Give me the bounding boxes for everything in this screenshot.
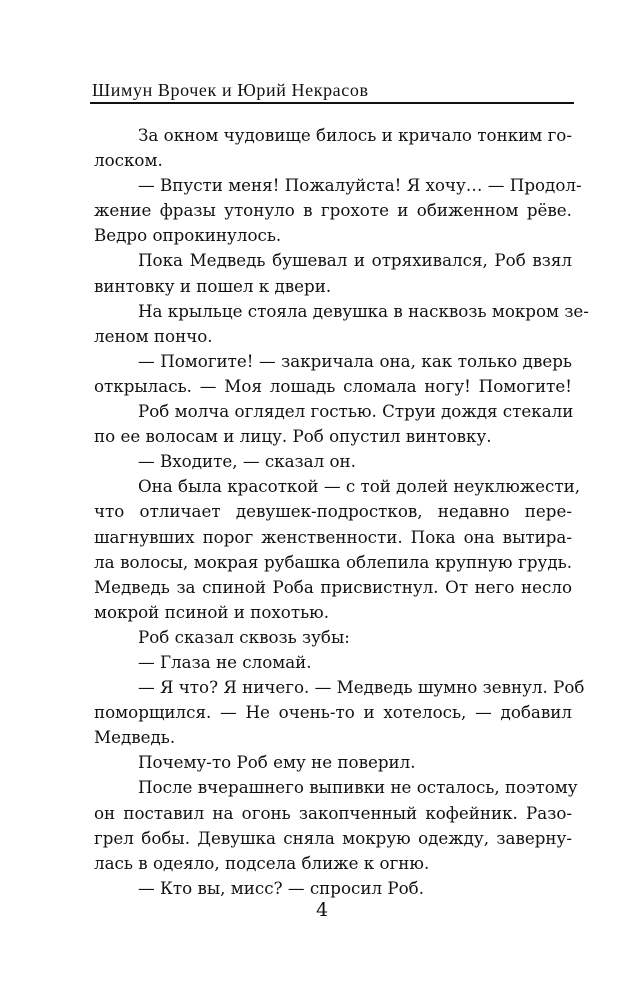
text-line: Медведь. xyxy=(94,727,176,748)
running-head: Шимун Врочек и Юрий Некрасов xyxy=(92,80,369,100)
text-line: Она была красоткой — с той долей неуклюжести, xyxy=(138,476,581,497)
page-number: 4 xyxy=(315,899,329,921)
text-line: Ведро опрокинулось. xyxy=(94,225,282,246)
text-line: За окном чудовище билось и кричало тонким го- xyxy=(138,125,572,145)
text-line: шагнувших порог женственности. Пока она вытира- xyxy=(94,526,572,547)
text-line: что отличает девушек-подростков, недавно пере- xyxy=(94,501,572,522)
text-line: винтовку и пошел к двери. xyxy=(94,275,332,296)
text-line: — Глаза не сломай. xyxy=(138,651,312,672)
text-line: Почему-то Роб ему не поверил. xyxy=(138,752,416,773)
text-line: грел бобы. Девушка сняла мокрую одежду, заверну- xyxy=(94,827,572,848)
header-rule xyxy=(90,102,574,104)
body-text xyxy=(94,123,589,901)
text-line: Роб сказал сквозь зубы: xyxy=(138,626,350,647)
text-line: — Я что? Я ничего. — Медведь шумно зевнул. Роб xyxy=(138,677,585,698)
text-line: жение фразы утонуло в грохоте и обиженном рёве. xyxy=(94,200,572,221)
text-line: ла волосы, мокрая рубашка облепила крупную грудь. xyxy=(94,551,572,572)
text-line: Роб молча оглядел гостью. Струи дождя стекали xyxy=(138,401,574,422)
text-line: — Впусти меня! Пожалуйста! Я хочу… — Продол- xyxy=(138,175,582,196)
text-line: — Кто вы, мисс? — спросил Роб. xyxy=(138,877,425,898)
text-line: лась в одеяло, подсела ближе к огню. xyxy=(94,852,430,873)
text-line: Пока Медведь бушевал и отряхивался, Роб взял xyxy=(138,250,572,271)
text-line: открылась. — Моя лошадь сломала ногу! Помогите! xyxy=(94,375,572,396)
text-line: лоском. xyxy=(94,150,163,171)
text-line: по ее волосам и лицу. Роб опустил винтовку. xyxy=(94,426,492,447)
text-line: мокрой псиной и похотью. xyxy=(94,601,330,622)
text-line: поморщился. — Не очень-то и хотелось, — добавил xyxy=(94,702,572,723)
text-line: леном пончо. xyxy=(94,325,213,346)
text-line: На крыльце стояла девушка в насквозь мокром зе- xyxy=(138,300,589,321)
text-line: — Помогите! — закричала она, как только дверь xyxy=(138,350,572,371)
text-line: Медведь за спиной Роба присвистнул. От него несло xyxy=(94,576,572,597)
text-line: После вчерашнего выпивки не осталось, поэтому xyxy=(138,777,578,798)
text-line: — Входите, — сказал он. xyxy=(138,451,356,472)
text-line: он поставил на огонь закопченный кофейник. Разо- xyxy=(94,802,572,823)
